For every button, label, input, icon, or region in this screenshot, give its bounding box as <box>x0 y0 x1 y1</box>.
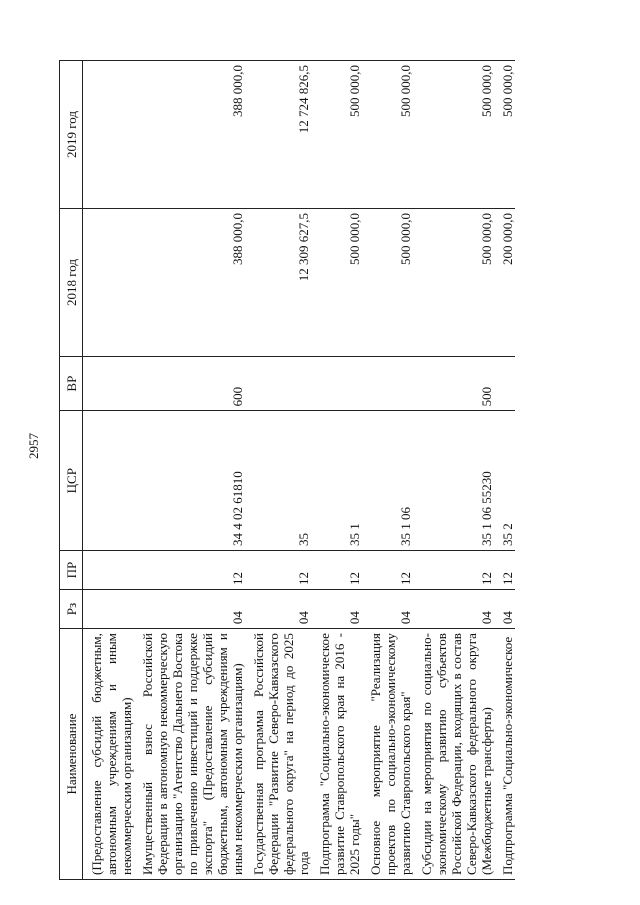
header-name: Наименование <box>60 629 83 880</box>
row-csr: 35 <box>245 411 311 551</box>
row-2019: 12 724 826,5 <box>245 61 311 209</box>
row-csr: 35 1 <box>311 411 362 551</box>
row-pr: 12 <box>413 551 494 590</box>
table-row <box>362 61 413 880</box>
row-vr <box>311 356 362 410</box>
row-2018: 500 000,0 <box>362 208 413 356</box>
row-pr: 12 <box>362 551 413 590</box>
row-2018: 200 000,0 <box>494 208 515 356</box>
row-2018 <box>83 208 135 356</box>
row-csr: 35 1 06 <box>362 411 413 551</box>
budget-table <box>59 60 515 880</box>
header-2018: 2018 год <box>60 208 83 356</box>
row-rz: 04 <box>134 590 245 629</box>
row-pr: 12 <box>245 551 311 590</box>
row-rz: 04 <box>494 590 515 629</box>
row-rz <box>83 590 135 629</box>
table-row <box>494 61 515 880</box>
row-pr <box>83 551 135 590</box>
row-vr <box>83 356 135 410</box>
table-row <box>245 61 311 880</box>
table-row <box>134 61 245 880</box>
row-name: Основное мероприятие "Реализация проектов по социально-экономическому развитию Ставропольского края" <box>362 629 413 880</box>
row-vr <box>494 356 515 410</box>
table-row <box>311 61 362 880</box>
row-vr <box>245 356 311 410</box>
row-rz: 04 <box>362 590 413 629</box>
row-2019: 500 000,0 <box>362 61 413 209</box>
row-csr: 34 4 02 61810 <box>134 411 245 551</box>
row-2018: 12 309 627,5 <box>245 208 311 356</box>
row-name: Субсидии на мероприятия по социально-экономическому развитию субъектов Российской Федерации, входящих в состав Северо-Кавказского федерального округа (Межбюджетные трансферты) <box>413 629 494 880</box>
header-csr: ЦСР <box>60 411 83 551</box>
row-2019: 500 000,0 <box>311 61 362 209</box>
row-pr: 12 <box>494 551 515 590</box>
row-vr <box>362 356 413 410</box>
row-2018: 500 000,0 <box>413 208 494 356</box>
header-rz: Рз <box>60 590 83 629</box>
row-csr: 35 1 06 55230 <box>413 411 494 551</box>
row-2018: 388 000,0 <box>134 208 245 356</box>
table-header-row <box>60 61 83 880</box>
row-2019: 500 000,0 <box>494 61 515 209</box>
row-name: Имущественный взнос Российской Федерации в автономную некоммерческую организацию "Агентство Дальнего Востока по привлечению инвестиций и поддержке экспорта" (Предоставление субсидий бюджетным, автономным учреждениям и иным некоммерческим организациям) <box>134 629 245 880</box>
row-rz: 04 <box>413 590 494 629</box>
header-2019: 2019 год <box>60 61 83 209</box>
row-2019 <box>83 61 135 209</box>
row-rz: 04 <box>311 590 362 629</box>
row-vr: 500 <box>413 356 494 410</box>
header-vr: ВР <box>60 356 83 410</box>
row-csr <box>83 411 135 551</box>
page-number: 2957 <box>26 433 41 459</box>
table-row <box>413 61 494 880</box>
rotated-page-content <box>59 60 589 880</box>
row-vr: 600 <box>134 356 245 410</box>
row-2019: 500 000,0 <box>413 61 494 209</box>
row-name: (Предоставление субсидий бюджетным, автономным учреждениям и иным некоммерческим организациям) <box>83 629 135 880</box>
row-2018: 500 000,0 <box>311 208 362 356</box>
row-pr: 12 <box>311 551 362 590</box>
row-csr: 35 2 <box>494 411 515 551</box>
row-name: Подпрограмма "Социально-экономическое развитие Ставропольского края на 2016 - 2025 годы" <box>311 629 362 880</box>
row-name: Государственная программа Российской Федерации "Развитие Северо-Кавказского федерального округа" на период до 2025 года <box>245 629 311 880</box>
row-2019: 388 000,0 <box>134 61 245 209</box>
table-row <box>83 61 135 880</box>
row-pr: 12 <box>134 551 245 590</box>
row-rz: 04 <box>245 590 311 629</box>
row-name: Подпрограмма "Социально-экономическое <box>494 629 515 880</box>
header-pr: ПР <box>60 551 83 590</box>
